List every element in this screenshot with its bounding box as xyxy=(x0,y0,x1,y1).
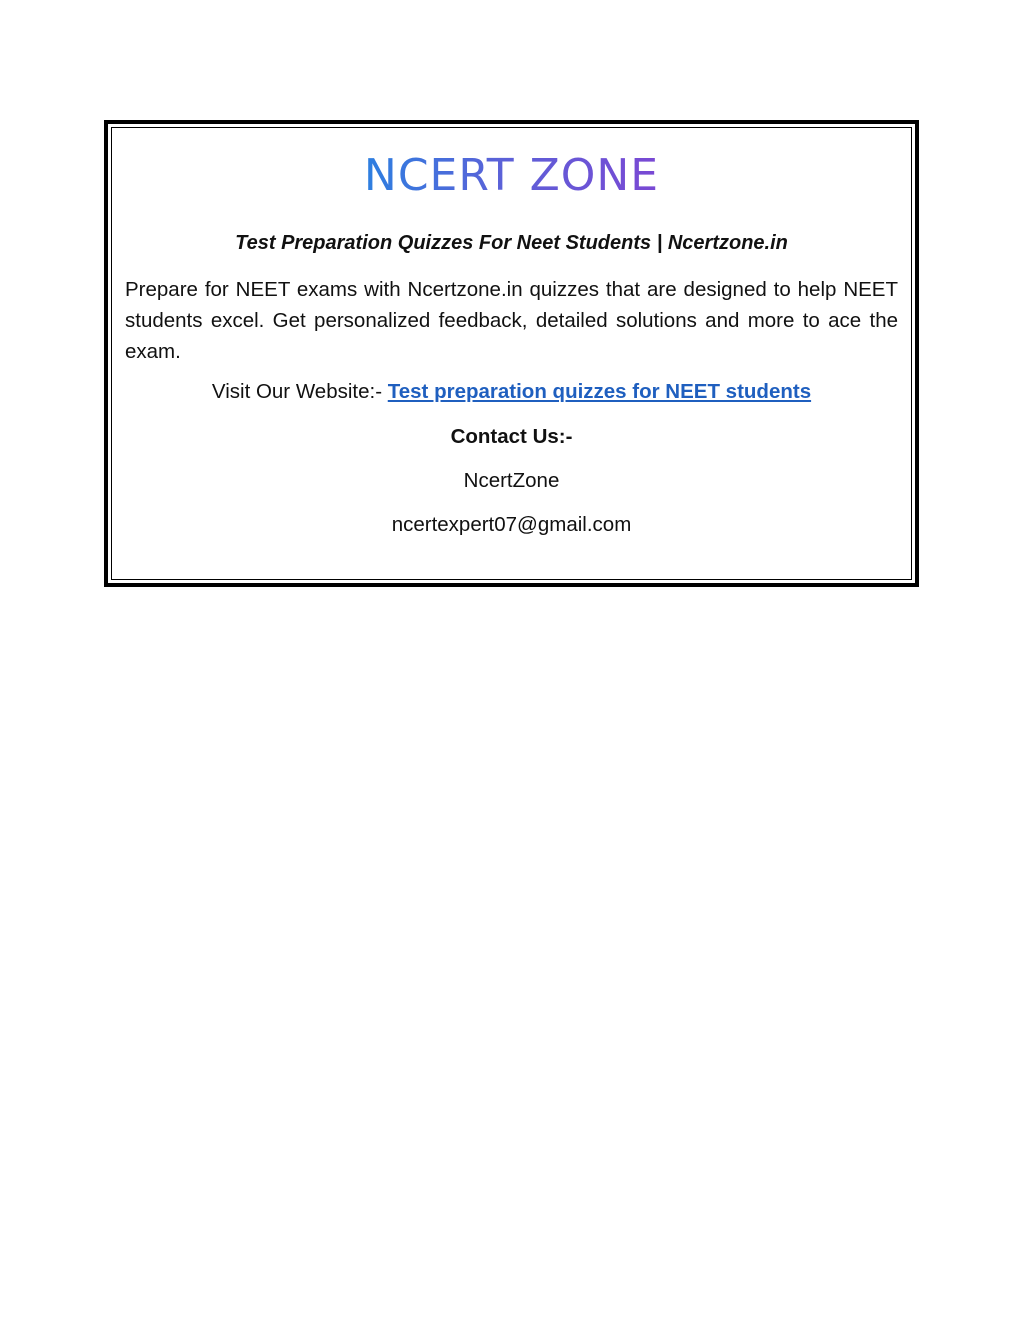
document-title: Test Preparation Quizzes For Neet Students | Ncertzone.in xyxy=(235,232,788,254)
contact-heading: Contact Us:- xyxy=(450,425,573,448)
website-link[interactable]: Test preparation quizzes for NEET students xyxy=(387,380,812,403)
ncert-zone-logo xyxy=(112,152,911,200)
company-name: NcertZone xyxy=(463,469,560,492)
content-frame xyxy=(104,120,919,587)
content-frame-inner-border xyxy=(111,127,912,580)
contact-email: ncertexpert07@gmail.com xyxy=(391,513,632,536)
logo-text: NCERT ZONE xyxy=(363,150,660,201)
description-paragraph: Prepare for NEET exams with Ncertzone.in quizzes that are designed to help NEET students excel. Get personalized feedback, detailed solutions and more to ace the exam. xyxy=(125,278,898,363)
website-label: Visit Our Website:- xyxy=(211,380,383,403)
website-line xyxy=(112,379,911,405)
